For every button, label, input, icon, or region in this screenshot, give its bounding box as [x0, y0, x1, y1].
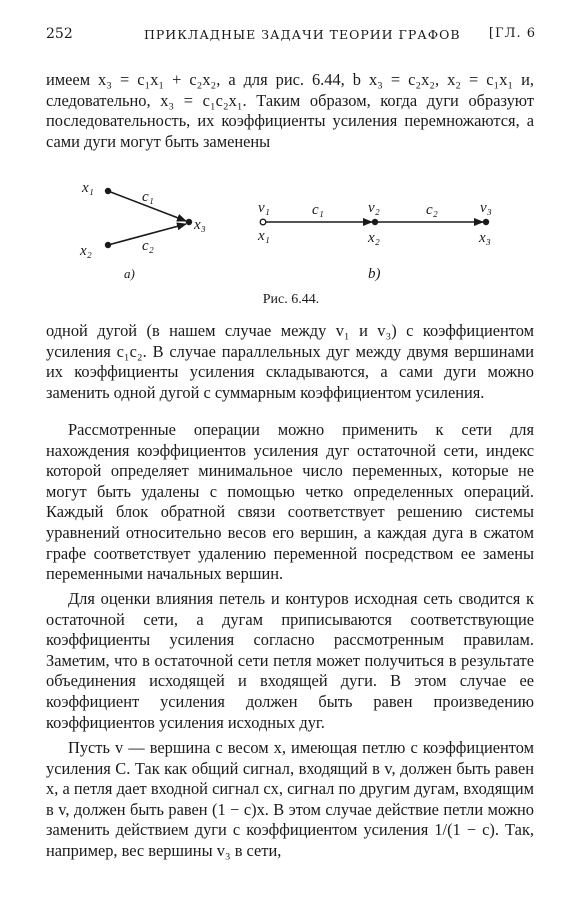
label-b-c2: c₂: [426, 202, 438, 218]
paragraph-5-text: Пусть v — вершина с весом x, имеющая петлю с коэффициентом усиления C. Так как общий сигнал, входящий в v, должен быть равен x, а петля дает входной сигнал cx, сигнал по другим дугам, входящим в v, должен быть равен (1 − c)x. В этом случае действие петли можно заменить действием дуги с коэффициентом усиления 1/(1 − c). Так, например, вес вершины v₃ в сети,: [46, 738, 534, 860]
node-a-x3: [186, 219, 192, 225]
node-b-v2: [372, 219, 378, 225]
label-b-x3: x₃: [479, 230, 491, 246]
label-a-c1: c₁: [142, 189, 154, 205]
node-b-v3: [483, 219, 489, 225]
running-header: [46, 26, 536, 46]
graph-a: [79, 180, 206, 281]
label-b-x1: x₁: [258, 228, 270, 244]
graph-b: [257, 200, 492, 282]
figure-graphs: [46, 168, 536, 288]
label-b-v3: v₃: [480, 200, 492, 216]
paragraph-3: [46, 420, 534, 585]
paragraph-1: [46, 70, 534, 152]
paragraph-2: [46, 321, 534, 403]
node-b-v1: [260, 219, 266, 225]
page-number: 252: [46, 26, 73, 42]
label-a-x1: x₁: [82, 180, 94, 196]
label-a-subfigure: a): [124, 266, 135, 281]
label-a-x2: x₂: [80, 243, 92, 259]
label-b-v1: v₁: [258, 200, 270, 216]
running-title: ПРИКЛАДНЫЕ ЗАДАЧИ ТЕОРИИ ГРАФОВ: [144, 27, 461, 42]
paragraph-4-text: Для оценки влияния петель и контуров исходная сеть сводится к остаточной сети, а дугам приписываются соответствующие коэффициенты усиления согласно рассмотренным правилам. Заметим, что в остаточной сети петля может получиться в результате объединения исходящей и входящей дуги. В этом случае ее коэффициент усиления должен быть равен произведению коэффициентов усиления исходных дуг.: [46, 589, 534, 732]
paragraph-5: [46, 738, 534, 862]
label-a-x3: x₃: [194, 217, 206, 233]
paragraph-3-text: Рассмотренные операции можно применить к сети для нахождения коэффициентов усиления дуг остаточной сети, индекс которой определяет минимальное число переменных, которые не могут быть удалены с помощью четко определенных операций. Каждый блок обратной связи соответствует решению системы уравнений относительно весов его вершин, а каждая дуга в сжатом графе соответствует удалению переменной посредством ее замены переменными начальных вершин.: [46, 420, 534, 584]
figure-6-44: [46, 168, 536, 313]
label-b-v2: v₂: [368, 200, 380, 216]
chapter-marker: [ГЛ. 6: [488, 26, 536, 41]
paragraph-4: [46, 589, 534, 733]
label-b-subfigure: b): [368, 266, 381, 282]
label-b-x2: x₂: [368, 230, 380, 246]
paragraph-2-text: одной дугой (в нашем случае между v₁ и v₃) с коэффициентом усиления c₁c₂. В случае параллельных дуг между двумя вершинами их коэффициенты усиления складываются, а сами дуги можно заменить одной дугой с суммарным коэффициентом усиления.: [46, 321, 534, 402]
node-a-x1: [105, 188, 111, 194]
figure-caption: Рис. 6.44.: [262, 292, 320, 307]
label-a-c2: c₂: [142, 238, 154, 254]
paragraph-1-text: имеем x₃ = c₁x₁ + c₂x₂, а для рис. 6.44, b x₃ = c₂x₂, x₂ = c₁x₁ и, следовательно, x₃ = c₁c₂x₁. Таким образом, когда дуги образуют последовательность, их коэффициенты усиления перемножаются, а сами дуги могут быть заменены: [46, 70, 534, 151]
label-b-c1: c₁: [312, 202, 324, 218]
node-a-x2: [105, 242, 111, 248]
